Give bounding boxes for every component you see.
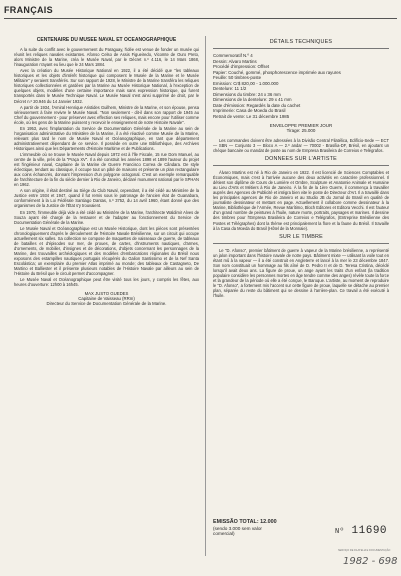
emission-note: comercial): [213, 531, 235, 537]
paragraph: Le Musée Naval et Océanographique est un Musée Historique, dont les pièces sont présentées chronologiquement d'après le déroulement de l'Histoire Navale Brésilienne, sur un circuit qui occupe actuellement six salles. Sa collection se compose de maquettes de vaisseaux de guerre, de tableaux de batailles et d'épisodes sur mer, de proues, de cartes, d'instruments nautiques, d'armes, d'ornements, de mobilier, d'insignes et de décorations, d'objets concernant les personnages de la Marine, des trouvailles archéologiques et des modèles d'embarcations régionales du Brésil nous exposons des estampilles nautiques portugais récupérés du Galion Santissimo et de la Nef Santa Escolástica; un exemplaire du premier Atlas imprimé au monde; des tableaux de Castagneto, De Martino et Balliester et il présente plusieurs notables de l'Histoire Navale par ailleurs au sein de l'Histoire du Brésil que le circuit permet d'accompagner.: [14, 225, 199, 277]
section-rule: [213, 48, 389, 49]
spec-line: Emission: Cr$ 820,00 - 1.000.000: [213, 80, 279, 86]
emission-total: EMISSÃO TOTAL: 12.000: [213, 519, 277, 525]
paragraph: En 1970, l'immeuble déjà vide a été cédé au Ministère de la Marine, l'architecte Waldimir Alves de Souza ayant été chargé de la restaurer et de l'adapter au fonctionnement du Service de Documentation Générale de la Marine.: [14, 209, 199, 225]
paragraph: A son origine, il était destiné au Siège du Club Naval, cependant, il a été cédé au Ministère de la Justice entre 1934 et 1947, quand il fut remis sous le patronage de l'ancien état de Guanabara, conformément à la Loi Fédérale Santiago Dantas, n.º 3752, du 14 avril 1960, étant donné que des organismes de la Justice de l'État s'y trouvaient.: [14, 188, 199, 209]
envelope-line: ENVELOPPE PREMIER JOUR: [269, 123, 333, 129]
order-paragraph: Les commandes doivent être adressées à la Divisão Central Filatélica, Edifício-Sede — ECT — SBN — Conjunto 3 — Bloco A — 2.º andar — 70002 - Brasília-DF, Brésil, en ajoutant un chèque bancaire ou mandat de poste au nom de Empresa Brasileira de Correios e Telégrafos.: [213, 137, 389, 153]
spec-line: Procédé d'impression: Offset: [213, 64, 270, 70]
paragraph: Avec la création du Musée Historique National en 1922, il a été décidé que "les tableaux historiques et les objets d'intérêt historique qui composent le Musée de la Marine et le Musée Militaire" y seraient transférés. Sur son rapport de 1928, le Ministre de la Marine transféra les reliques historiques collectionnées et gardées par la Marine au Musée Historique National, à l'exception de quelques objets, modèles d'une certaine importance mais sans expression historique, qui furent transportés dans le Musée Technique Naval. Le Musée Naval s'est ainsi supprimé de droit, par le Décret n.º 20.946 du 14 Janvier 1932.: [14, 68, 199, 104]
column-divider: [205, 36, 206, 556]
right-column: [213, 38, 389, 299]
emission-block: [213, 520, 277, 537]
paragraph: A la suite du conflit avec le gouvernement du Paraguay, l'idée est venue de fonder un musée qui réunit les reliques navales existantes. Afonso Celso de Assis Figueiredo, Vicomte de Ouro Preto, alors Ministre de la Marine, créa le Musée Naval, par le Décret n.º 4.116, le 14 Mars 1868, l'inauguration n'ayant eu lieu que le 24 Mars 1884.: [14, 47, 199, 68]
paragraph: Le Musée Naval et Océanographique peut être visité tous les jours, y compris les fêtes, aux heures d'ouverture: 12h00 à 16h45.: [14, 277, 199, 288]
spec-line: Commemoratif N.º 4: [213, 53, 253, 59]
serial-number: [335, 525, 387, 537]
paragraph: A partir de 1934, l'Amiral Henrique Aristides Guilhem, Ministre de la Marine, et son épouse, pensa sérieusement à faire revivre le Musée Naval. "Non seulement - dit-il dans son rapport de 1945 au Chef du gouvernement - pour préserver avec effection ses reliques, mais encore pour l'utiliser comme école, où les gens de la Marine puissent y recevoir le enseignement de notre Histoire Navale".: [14, 104, 199, 125]
spec-line: Papier: Couché, gommé, phosphorescence imprimée aux rayures: [213, 69, 341, 75]
spec-line: Date d'émission: Regardés la date du cachet: [213, 102, 301, 108]
signature-title: Capitaine de Vaisseau (RRm): [78, 296, 135, 302]
spec-line: Retrait de vente: Le 31 décembre 1985: [213, 113, 290, 119]
signature-name: MAX JUSTO GUEDES: [84, 291, 129, 297]
spec-list: [213, 53, 389, 119]
header-bar: [0, 0, 401, 22]
stamp-paragraph: Le "D. Afonso", premier bâtiment de guerre à vapeur de la Marine brésilienne, a représenté un jalon important dans l'histoire navale de notre pays. Bâtiment mixte — utilisant la voile tout en étant mû à la vapeur — il a été construit en Angleterre et lancé à la mer le 23 décembre 1847. Son nom constituait un hommage au fils aîné de D. Pedro II et de D. Teresa Cristina, décédé lorsqu'il avait deux ans. La figure de proue, un ange ayant les traits d'un enfant (la tradition populaire considère les personnes mortes en âge tendre comme des anges) révèle toute la force et la grandeur de la période où elle a été conçue, le Baroque. L'artiste, au moment de reproduire le "D. Afonso", a fortement mis l'accent sur cette figure de proue, laquelle se détache au premier plan, séparée du reste du bâtiment qui se dessine à l'arrière-plan. Ce travail a été exécuté à l'huile.: [213, 247, 389, 299]
article-title: CENTENAIRE DU MUSEE NAVAL ET OCEANOGRAPHIQUE: [36, 37, 177, 43]
artist-title: DONNEES SUR L'ARTISTE: [265, 156, 337, 162]
artist-paragraph: Álvaro Martins est né à Rio de Janeiro en 1922. Il est licencié de Sciences Comptables et Économiques, mais c'est à l'arrivée aucune des deux activités en caractère professionnel. Il détient son diplôme de Cours de Lumière et Ombre, Sculpture et Anatomie Animale et Humaine au Lieu d'Arts et Métiers à Rio de Janeiro. À la fin de la 1ère Guerre, il commença à travailler auprès des Agences de Publicité et intégra bien vite le poste de Directeur d'Art. Il a travaillé dans les principales agences de Rio de Janeiro et au Studio JB du Jornal do Brasil en qualité de journaliste dessinateur et mettant en page. Actuellement il collabore comme dessinateur à la Marine, Bibliothèque de l'Armée, Revue Marítimo, Bloch Editores et Editora Vecchi. Il est l'auteur d'un grand nombre de peintures à l'huile, nature morte, portraits, paysages et marines. Il dessine des timbres pour l'Empresa Brasileira de Correios e Telégrafos, (Entreprise Brésilienne des Postes et Télégraphes) dont la thème est principalement la flore et la faune du Brésil. Il travaille à la Casa da Moeda do Brasil (Hôtel de la Monnaie).: [213, 170, 389, 231]
paragraph: En 1953, avec l'implantation du Service de Documentation Générale de la Marine au sein de l'organisation administrative du Ministère de la Marine, il a été réactivé comme Musée de la Marine, relevant plus tard le nom de Musée Naval et Océanographique, en tant que département administrativement dépendant de ce service. Il possède en outre une Bibliothèque, des Archives Historiques ainsi que les Départements d'Histoire Maritime et de Publications.: [14, 125, 199, 151]
signature-title: Directeur du Service de Documentation Générale de la Marine.: [46, 301, 167, 307]
emission-note: (sendo 3.000 sem valor: [213, 525, 262, 531]
header-rule: [4, 18, 397, 19]
serial-value: 11690: [351, 525, 388, 537]
handwritten-note: 1982 - 698: [343, 556, 398, 567]
spec-line: Feuille: 50 timbres-poste: [213, 75, 262, 81]
language-label: FRANÇAIS: [4, 5, 53, 15]
spec-line: Dessin: Alvaro Martins: [213, 58, 257, 64]
details-title: DÉTAILS TECHNIQUES: [269, 39, 333, 45]
section-rule: [213, 243, 389, 244]
paragraph: L'immeuble où se trouve le Musée Naval depuis 1972 est à l'Île Fiscale, 15 rue Dom Manuel, au centre de la ville, près de la "Praça XV". Il a été construit les années 1898 et 1899 l'auteur du projet est l'ingénieur naval, Capitaine de la Marine de Guerre Francisco Correa de Cândara. De style éclectique, tendant au classique, il occupe tout un pâté de maisons et présente un plan rectangulaire aux coins échancrés, donnant l'impression d'un polygone octogonal. C'est un exemple remarquable de l'architecture de la fin du siècle dernier à Rio de Janeiro, déclaré monument national par le SPHAN en 1962.: [14, 151, 199, 188]
serial-prefix: Nº: [335, 528, 345, 536]
left-column: [14, 38, 199, 306]
stamp-title: SUR LE TIMBRE: [279, 233, 323, 240]
spec-line: Imprimerie: Casa de Moeda do Brasil: [213, 108, 286, 114]
spec-line: Dimensions de la dentelure: 29 x 41 mm: [213, 97, 292, 103]
spec-line: Dimensions du timbre: 24 x 36 mm: [213, 91, 281, 97]
tirage-line: Tirage: 25.000: [286, 128, 316, 134]
printer-credit: SERVIÇO DE FILATELIA E DOCUMENTAÇÃO: [338, 549, 391, 552]
spec-line: Dentelure: 11 1/2: [213, 86, 247, 92]
section-rule: [213, 165, 389, 166]
